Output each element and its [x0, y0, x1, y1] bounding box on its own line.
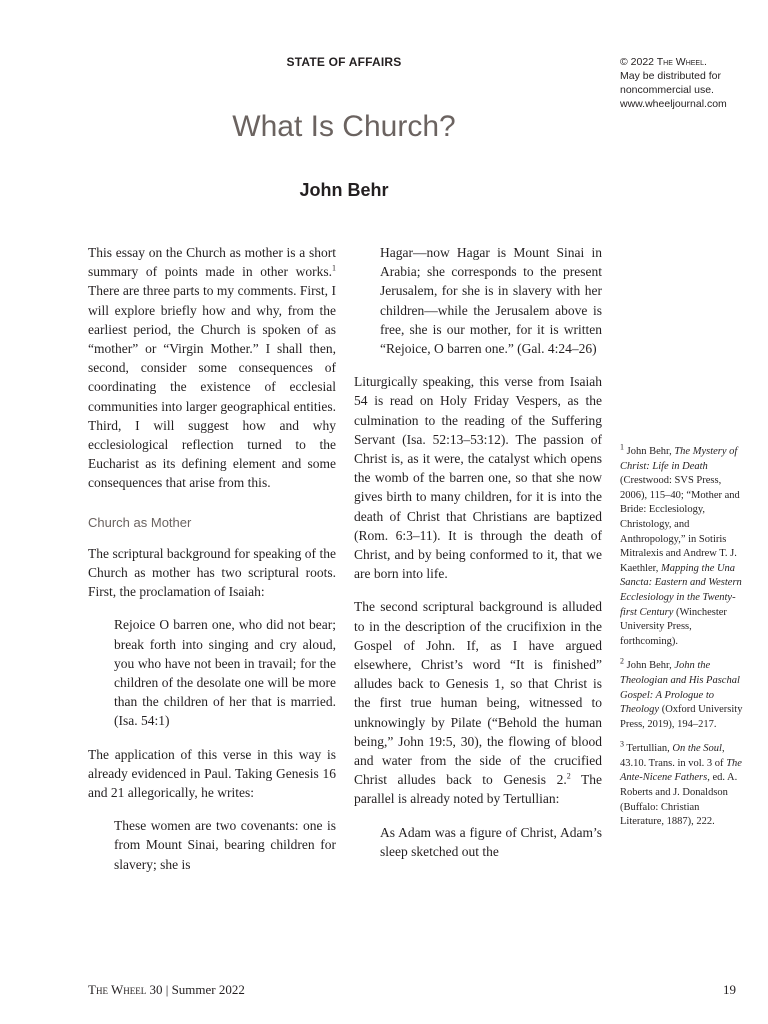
page-number: 19	[723, 982, 736, 997]
copyright-line: © 2022 The Wheel.	[620, 56, 707, 68]
issue-date: Summer 2022	[171, 982, 245, 997]
page-footer	[88, 982, 736, 998]
article-title: What Is Church?	[232, 110, 456, 143]
section-label: STATE OF AFFAIRS	[286, 55, 402, 69]
paragraph: Liturgically speaking, this verse from Isaiah 54 is read on Holy Friday Vespers, as the culmination to the reading of the Suffering Servant (Isa. 52:13–53:12). The passion of Christ is, as it were, the catalyst which opens the womb of the barren one, so that she now gives birth to many children, for it is into the death of Christ that Christians are baptized (Rom. 6:3–11). It is through the death of Christ, and by being conformed to it, that we are born into life.	[354, 374, 602, 582]
paragraph: This essay on the Church as mother is a short summary of points made in other works.$^1$ There are three parts to my comments. First, I will explore briefly how and why, from the earliest period, the Church is spoken of as “mother” or “Virgin Mother.” I shall then, second, consider some consequences of coordinating the existence of ecclesial communities into larger geographical entities. Third, I will suggest how and why ecclesiological reflection turned to the Eucharist as its defining element and some consequences that arise from this.	[88, 245, 336, 491]
copyright-line: noncommercial use.	[620, 84, 714, 96]
journal-url[interactable]: www.wheeljournal.com	[620, 98, 727, 110]
block-quote: Rejoice O barren one, who did not bear; break forth into singing and cry aloud, you who have not been in travail; for the children of the desolate one will be more than the children of her that is married. (Isa. 54:1)	[114, 617, 336, 729]
paragraph: The second scriptural background is alluded to in the description of the crucifixion in the Gospel of John. If, as I have argued elsewhere, Christ’s word “It is finished” alludes back to Genesis 1, so that Christ is the first true human being, witnessed to unknowingly by Pilate (“Behold the human being,” John 19:5, 30), the flowing of blood and water from the side of the crucified Christ alludes back to Genesis 2.$^2$ The parallel is already noted by Tertullian:	[354, 599, 602, 807]
copyright-notice	[620, 55, 760, 111]
footnote-ref[interactable]: 1	[332, 263, 336, 273]
block-quote: As Adam was a figure of Christ, Adam’s sleep sketched out the	[380, 824, 602, 859]
footnote-3: $^3$ Tertullian, On the Soul, 43.10. Trans. in vol. 3 of The Ante-Nicene Fathers, ed. A. Roberts and J. Donaldson (Buffalo: Christian Literature, 1887), 222.	[620, 739, 742, 828]
paragraph: The application of this verse in this way is already evidenced in Paul. Taking Genesis 16 and 21 allegorically, he writes:	[88, 746, 336, 801]
journal-name: The Wheel 30	[88, 982, 163, 997]
block-quote: Hagar—now Hagar is Mount Sinai in Arabia; she corresponds to the present Jerusalem, for she is in slavery with her children—while the Jerusalem above is free, she is our mother, for it is written “Rejoice, O barren one.” (Gal. 4:24–26)	[380, 245, 602, 357]
section-heading: Church as Mother	[88, 514, 192, 530]
footnote-2: $^2$ John Behr, John the Theologian and His Paschal Gospel: A Prologue to Theology (Oxford University Press, 2019), 194–217.	[620, 656, 743, 730]
text-column-left	[88, 243, 336, 888]
footnotes	[620, 442, 746, 840]
copyright-line: May be distributed for	[620, 70, 721, 82]
footnote-1: $^1$ John Behr, The Mystery of Christ: Life in Death (Crestwood: SVS Press, 2006), 115–40; “Mother and Bride: Ecclesiology, Christology, and Anthropology,” in Sotiris Mitralexis and Andrew T. J. Kaethler, Mapping the Una Sancta: Eastern and Western Ecclesiology in the Twenty-first Century (Winchester University Press, forthcoming).	[620, 442, 742, 647]
block-quote: These women are two covenants: one is from Mount Sinai, bearing children for slavery; she is	[114, 818, 336, 872]
footer-separator: |	[162, 982, 172, 997]
footnote-ref[interactable]: 2	[566, 771, 571, 781]
article-author: John Behr	[299, 180, 389, 200]
paragraph: The scriptural background for speaking of the Church as mother has two scriptural roots. First, the proclamation of Isaiah:	[88, 545, 336, 600]
text-column-right	[354, 243, 602, 875]
